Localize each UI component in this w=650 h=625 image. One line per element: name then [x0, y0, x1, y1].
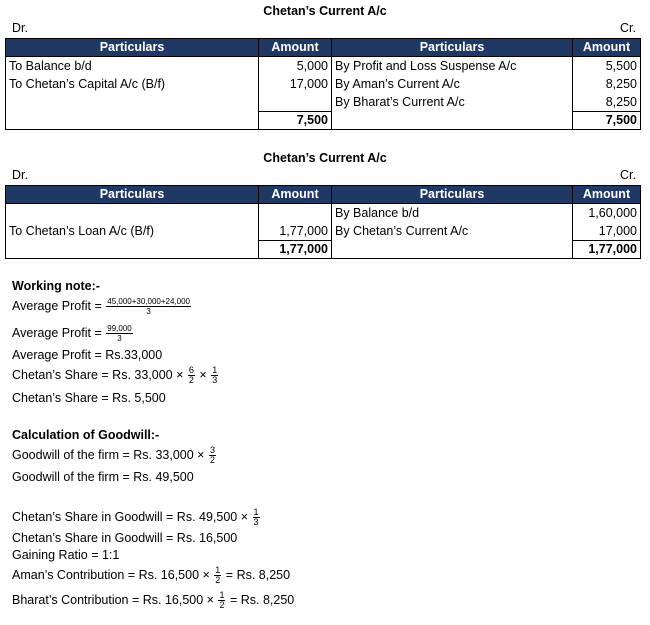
debit-amount: 5,000: [296, 59, 328, 73]
avg-profit-fraction: $\frac{99,000}{3}$: [107, 324, 132, 343]
bharat-contribution: Bharat’s Contribution = Rs. 16,500 × $\frac{1}{2}$ = Rs. 8,250: [12, 590, 295, 610]
credit-row: By Balance b/d: [335, 206, 420, 220]
chetan-share-line2: Chetan’s Share = Rs. 5,500: [12, 391, 166, 405]
avg-profit-fraction: $\frac{45,000+30,000+24,000}{3}$: [107, 297, 190, 316]
avg-profit-line3: Average Profit = Rs.33,000: [12, 348, 163, 362]
credit-amount: 5,500: [605, 59, 637, 73]
debit-row: To Chetan’s Loan A/c (B/f): [9, 224, 154, 238]
total-cr: 7,500: [573, 112, 641, 130]
header-particulars-dr: Particulars: [6, 39, 259, 57]
goodwill-line1: Goodwill of the firm = Rs. 33,000 × $\frac{3}{2}$: [12, 445, 215, 465]
debit-row: To Balance b/d: [9, 59, 92, 73]
debit-amounts: [259, 204, 332, 241]
share-fraction: $\frac{1}{3}$: [212, 365, 218, 385]
goodwill-fraction: $\frac{3}{2}$: [209, 445, 215, 465]
aman-fraction: $\frac{1}{2}$: [215, 565, 221, 585]
credit-amount: 1,60,000: [588, 206, 637, 220]
table1-ledger: [5, 38, 641, 130]
goodwill-line2: Goodwill of the firm = Rs. 49,500: [12, 470, 194, 484]
header-particulars-cr: Particulars: [332, 186, 573, 204]
gaining-ratio: Gaining Ratio = 1:1: [12, 548, 120, 562]
table2-cr: Cr.: [620, 168, 636, 182]
header-particulars-cr: Particulars: [332, 39, 573, 57]
credit-row: By Bharat’s Current A/c: [335, 95, 465, 109]
aman-contribution: Aman’s Contribution = Rs. 16,500 × $\frac{1}{2}$ = Rs. 8,250: [12, 565, 291, 585]
bharat-fraction: $\frac{1}{2}$: [219, 590, 225, 610]
table1-title: Chetan’s Current A/c: [263, 4, 387, 18]
share-fraction: $\frac{6}{2}$: [188, 365, 194, 385]
debit-particulars: [6, 57, 259, 112]
total-dr: 1,77,000: [259, 241, 332, 259]
header-amount-cr: Amount: [573, 39, 641, 57]
chetan-goodwill-line2: Chetan’s Share in Goodwill = Rs. 16,500: [12, 531, 238, 545]
chetan-goodwill-line1: Chetan’s Share in Goodwill = Rs. 49,500 × $\frac{1}{3}$: [12, 507, 259, 527]
credit-particulars: [332, 204, 573, 241]
working-note-heading: Working note:-: [12, 279, 100, 293]
table2-title: Chetan’s Current A/c: [263, 151, 387, 165]
table2-ledger: [5, 185, 641, 259]
avg-profit-line2: Average Profit = $\frac{99,000}{3}$: [12, 324, 132, 343]
credit-row: By Chetan’s Current A/c: [335, 224, 469, 238]
header-particulars-dr: Particulars: [6, 186, 259, 204]
table1-dr: Dr.: [12, 21, 28, 35]
credit-amounts: [573, 204, 641, 241]
table1-cr: Cr.: [620, 21, 636, 35]
debit-amount: 17,000: [289, 77, 328, 91]
credit-amounts: [573, 57, 641, 112]
goodwill-share-fraction: $\frac{1}{3}$: [253, 507, 259, 527]
credit-row: By Profit and Loss Suspense A/c: [335, 59, 517, 73]
credit-amount: 8,250: [605, 77, 637, 91]
goodwill-heading: Calculation of Goodwill:-: [12, 428, 160, 442]
avg-profit-line1: Average Profit = $\frac{45,000+30,000+24,000}{3}$: [12, 297, 190, 316]
total-cr: 1,77,000: [573, 241, 641, 259]
debit-amount: 1,77,000: [279, 224, 328, 238]
debit-row: To Chetan’s Capital A/c (B/f): [9, 77, 166, 91]
header-amount-dr: Amount: [259, 186, 332, 204]
credit-amount: 8,250: [605, 95, 637, 109]
debit-particulars: [6, 204, 259, 241]
credit-row: By Aman’s Current A/c: [335, 77, 460, 91]
header-amount-cr: Amount: [573, 186, 641, 204]
debit-amounts: [259, 57, 332, 112]
header-amount-dr: Amount: [259, 39, 332, 57]
chetan-share-line1: Chetan’s Share = Rs. 33,000 × $\frac{6}{2}$ × $\frac{1}{3}$: [12, 365, 218, 385]
credit-particulars: [332, 57, 573, 112]
total-dr: 7,500: [259, 112, 332, 130]
credit-amount: 17,000: [598, 224, 637, 238]
table2-dr: Dr.: [12, 168, 28, 182]
